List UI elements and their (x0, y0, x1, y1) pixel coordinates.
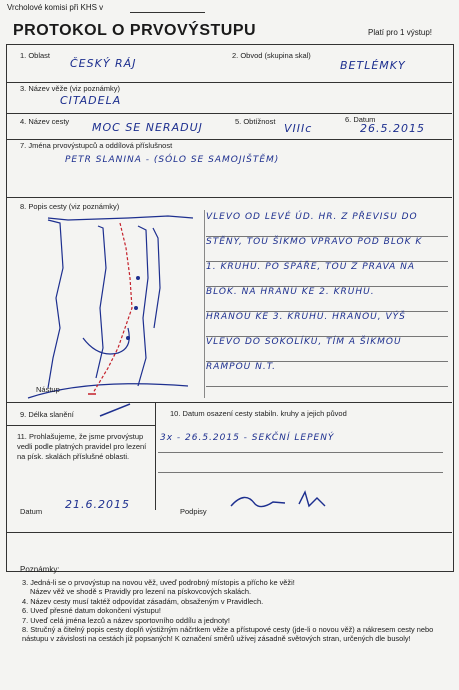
prohlaseni-text: 11. Prohlašujeme, že jsme prvovýstup vedli podle platných pravidel pro lezení na písk. skalách příslušné oblasti. (17, 432, 147, 461)
sketch-right-outline (138, 226, 148, 386)
note-item: Název věž ve shodě s Pravidly pro lezení na pískovcových skalách. (30, 587, 252, 597)
row-divider (6, 402, 452, 403)
description-line: HRANOU KE 3. KRUHU. HRANOU, VÝŠ (206, 312, 448, 337)
cesta-label: 4. Název cesty (20, 117, 70, 126)
slaneni-dash (95, 400, 135, 420)
nastup-label: Nástup (36, 385, 60, 394)
note-item: 6. Uveď přesné datum dokončení výstupu! (22, 606, 161, 616)
description-line: VLEVO DO SOKOLÍKU, TÍM A ŠIKMOU (206, 337, 448, 362)
datum-value: 26.5.2015 (360, 122, 425, 135)
oblast-label: 1. Oblast (20, 51, 51, 60)
sketch-block (83, 328, 129, 354)
sketch-top-outline (48, 216, 193, 220)
cesta-value: MOC SE NERADUJ (92, 121, 203, 134)
obtiznost-label: 5. Obtížnost (235, 117, 276, 126)
bolt-3 (126, 336, 130, 340)
note-item: 8. Stručný a čitelný popis cesty doplň výstižným náčrtkem věže a přístupové cesty (jde-li o novou věž) a nákresem cesty nebo nástupu v závislosti na cestách již popsaných! K označení směrů užívej zásadně světových stran, určených dle busoly! (22, 625, 434, 644)
page-title: PROTOKOL O PRVOVÝSTUPU (13, 22, 257, 39)
obvod-value: BETLÉMKY (340, 59, 406, 72)
description-line: RAMPOU N.T. (206, 362, 448, 387)
notes-list (22, 578, 442, 644)
bolt-2 (134, 306, 138, 310)
sketch-left-outline (48, 220, 63, 388)
committee-line (130, 12, 205, 13)
slaneni-label: 9. Délka slanění (20, 410, 74, 419)
popis-label: 8. Popis cesty (viz poznámky) (20, 202, 120, 211)
lezci-label: 7. Jména prvovýstupců a oddílová příslušnost (20, 141, 173, 150)
bolt-1 (136, 276, 140, 280)
note-item: 3. Jedná-li se o prvovýstup na novou věž, uveď podrobný místopis a přícho ke věži! (22, 578, 295, 587)
signature (225, 488, 335, 514)
note-item: 7. Uveď celá jména lezců a název sportovního oddílu a jednoty! (22, 615, 230, 625)
podpisy-label: Podpisy (180, 507, 207, 516)
obtiznost-value: VIIIc (284, 122, 313, 135)
notes-title: Poznámky: (20, 565, 60, 574)
osazeni-line (158, 472, 443, 473)
vez-value: CITADELA (60, 94, 122, 107)
committee-text: Vrcholové komisi při KHS v (7, 3, 104, 12)
row-divider (6, 532, 452, 533)
row-divider (6, 82, 452, 83)
description-line: STĚNY, TOU ŠIKMO VPRAVO POD BLOK K (206, 237, 448, 262)
route-sketch (8, 208, 204, 404)
column-divider (155, 403, 156, 510)
osazeni-line (158, 452, 443, 453)
description-line: BLOK. NA HRANU KE 2. KRUHU. (206, 287, 448, 312)
datum-podpis-value: 21.6.2015 (65, 498, 130, 511)
sketch-mid-outline (96, 226, 106, 378)
description-lines (206, 212, 448, 387)
description-divider (204, 210, 205, 398)
datum-label: 6. Datum (345, 115, 376, 124)
note-item: 4. Název cesty musí taktéž odpovídat zásadám, obsaženým v Pravidlech. (22, 596, 264, 606)
validity-text: Platí pro 1 výstup! (368, 28, 433, 37)
row-divider (6, 113, 452, 114)
osazeni-value: 3x - 26.5.2015 - SEKČNÍ LEPENÝ (160, 433, 335, 443)
datum-podpis-label: Datum (20, 507, 43, 516)
lezci-value: PETR SLANINA - (SÓLO SE SAMOJIŠTĚM) (65, 155, 280, 165)
description-line: VLEVO OD LEVÉ ÚD. HR. Z PŘEVISU DO (206, 212, 448, 237)
sketch-far-outline (153, 228, 160, 328)
description-line: 1. KRUHU. PO SPÁŘE, TOU Z PRAVA NA (206, 262, 448, 287)
oblast-value: ČESKÝ RÁJ (70, 57, 137, 70)
obvod-label: 2. Obvod (skupina skal) (232, 51, 311, 60)
row-divider (6, 197, 452, 198)
row-divider (6, 139, 452, 140)
vez-label: 3. Název věže (viz poznámky) (20, 84, 121, 93)
osazeni-label: 10. Datum osazení cesty stabiln. kruhy a jejich původ (170, 409, 347, 418)
row-divider (6, 425, 155, 426)
